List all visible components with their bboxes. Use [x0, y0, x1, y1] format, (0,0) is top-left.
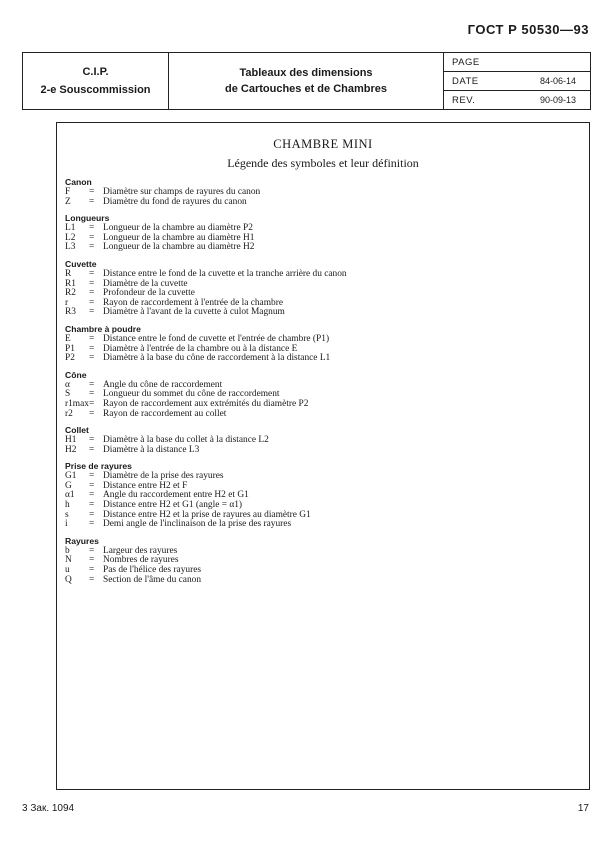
- legend-equals: =: [89, 545, 95, 556]
- legend-definition: Demi angle de l'inclinaison de la prise des rayures: [103, 519, 292, 530]
- legend-section: [65, 461, 575, 530]
- revision-value: 90-09-13: [539, 95, 576, 105]
- legend-equals: =: [89, 196, 95, 207]
- legend-row: [65, 410, 575, 420]
- date-row: [444, 72, 590, 91]
- revision-row: [444, 91, 590, 109]
- header-title-line2: de Cartouches et de Chambres: [225, 83, 387, 95]
- legend-row: [65, 446, 575, 456]
- legend-symbol: s: [65, 509, 69, 520]
- legend-definition: Diamètre à l'entrée de la chambre ou à la distance E: [103, 343, 298, 354]
- legend-equals: =: [89, 223, 95, 234]
- legend-symbol: S: [65, 389, 71, 400]
- org-name: C.I.P.: [82, 66, 109, 78]
- legend-symbol: H2: [65, 444, 77, 455]
- legend-symbol: R2: [65, 288, 76, 299]
- legend-equals: =: [89, 278, 95, 289]
- legend-equals: =: [89, 480, 95, 491]
- legend-equals: =: [89, 408, 95, 419]
- legend-equals: =: [89, 519, 95, 530]
- header-title-line1: Tableaux des dimensions: [239, 67, 373, 79]
- legend-equals: =: [89, 268, 95, 279]
- legend-definition: Longueur de la chambre au diamètre H1: [103, 232, 255, 243]
- legend-symbol: F: [65, 187, 71, 197]
- legend-row: [65, 243, 575, 253]
- legend-equals: =: [89, 389, 95, 400]
- legend-equals: =: [89, 471, 95, 482]
- legend-definition: Pas de l'hélice des rayures: [103, 565, 202, 576]
- legend-symbol: α: [65, 379, 70, 390]
- legend-equals: =: [89, 242, 95, 253]
- organization-block: [23, 53, 169, 109]
- section-heading: Prise de rayures: [65, 461, 132, 472]
- legend-section: [65, 177, 575, 207]
- legend-definition: Nombres de rayures: [103, 555, 179, 566]
- legend-symbol: h: [65, 500, 70, 511]
- legend-definition: Diamètre de la prise des rayures: [103, 471, 224, 482]
- legend-row: [65, 520, 575, 530]
- page-title: CHAMBRE MINI: [273, 137, 373, 151]
- legend-definition: Section de l'âme du canon: [103, 574, 202, 585]
- legend-equals: =: [89, 288, 95, 299]
- footer-order-number: 3 Зак. 1094: [22, 803, 75, 814]
- legend-symbol: P1: [65, 343, 75, 354]
- footer-page-number: 17: [577, 803, 589, 814]
- legend-equals: =: [89, 353, 95, 364]
- section-heading: Collet: [65, 425, 89, 436]
- legend-symbol: Z: [65, 196, 71, 207]
- legend-section: [65, 370, 575, 419]
- legend-definition: Longueur du sommet du cône de raccordement: [103, 389, 280, 400]
- legend-symbol: r2: [65, 408, 73, 419]
- legend-equals: =: [89, 398, 95, 409]
- org-subcommission: 2-e Souscommission: [40, 84, 151, 96]
- date-label: DATE: [452, 75, 479, 87]
- section-heading: Cône: [65, 369, 87, 380]
- legend-section: [65, 425, 575, 455]
- legend-row: [65, 576, 575, 586]
- legend-definition: Rayon de raccordement au collet: [103, 408, 227, 419]
- legend-equals: =: [89, 435, 95, 446]
- section-heading: Cuvette: [65, 258, 97, 269]
- legend-symbol: G1: [65, 471, 77, 482]
- legend-row: [65, 354, 575, 364]
- legend-equals: =: [89, 574, 95, 585]
- legend-symbol: α1: [65, 490, 75, 501]
- legend-equals: =: [89, 333, 95, 344]
- legend-symbol: R3: [65, 307, 76, 318]
- page-label: PAGE: [452, 56, 480, 68]
- header-title-block: [169, 53, 444, 109]
- legend-symbol: Q: [65, 574, 72, 585]
- legend-definition: Diamètre à la base du cône de raccordement à la distance L1: [103, 353, 331, 364]
- legend-definition: Distance entre le fond de cuvette et l'entrée de chambre (P1): [103, 333, 330, 344]
- legend-definition: Diamètre à la distance L3: [103, 444, 200, 455]
- legend-definition: Diamètre du fond de rayures du canon: [103, 196, 247, 207]
- legend-definition: Longueur de la chambre au diamètre P2: [103, 223, 253, 234]
- legend-equals: =: [89, 297, 95, 308]
- legend-symbol: N: [65, 555, 72, 566]
- legend-definition: Distance entre le fond de la cuvette et la tranche arrière du canon: [103, 268, 347, 279]
- legend-row: [65, 308, 575, 318]
- legend-symbol: R1: [65, 278, 76, 289]
- legend-definition: Diamètre sur champs de rayures du canon: [103, 187, 261, 197]
- legend-definition: Distance entre H2 et G1 (angle = α1): [103, 500, 243, 511]
- legend-symbol: G: [65, 480, 72, 491]
- document-header: [22, 52, 591, 110]
- legend-row: [65, 198, 575, 208]
- legend-definition: Largeur des rayures: [103, 545, 178, 556]
- legend-section: [65, 213, 575, 253]
- legend-definition: Profondeur de la cuvette: [103, 288, 195, 299]
- legend-symbol: R: [65, 268, 72, 279]
- legend-section: [65, 259, 575, 318]
- section-heading: Chambre à poudre: [65, 323, 141, 334]
- legend-symbol: E: [65, 333, 71, 344]
- legend-symbol: i: [65, 519, 68, 530]
- page-subtitle: Légende des symboles et leur définition: [227, 156, 419, 170]
- legend-equals: =: [89, 555, 95, 566]
- legend-definition: Distance entre H2 et F: [103, 480, 188, 491]
- content-frame: [56, 122, 590, 790]
- legend-symbol: P2: [65, 353, 75, 364]
- legend-equals: =: [89, 500, 95, 511]
- section-heading: Rayures: [65, 535, 99, 546]
- legend-symbol: b: [65, 545, 70, 556]
- legend-definition: Diamètre à l'avant de la cuvette à culot Magnum: [103, 307, 285, 318]
- legend-definition: Diamètre à la base du collet à la distance L2: [103, 435, 269, 446]
- legend-equals: =: [89, 444, 95, 455]
- date-value: 84-06-14: [539, 76, 576, 86]
- legend-definition: Distance entre H2 et la prise de rayures au diamètre G1: [103, 509, 311, 520]
- legend-symbol: u: [65, 565, 70, 576]
- legend-equals: =: [89, 232, 95, 243]
- legend-equals: =: [89, 379, 95, 390]
- standard-reference: ГОСТ Р 50530—93: [467, 22, 589, 37]
- meta-block: [444, 53, 590, 109]
- legend-definition: Angle du cône de raccordement: [103, 379, 223, 390]
- legend-section: [65, 536, 575, 585]
- section-heading: Canon: [65, 177, 92, 187]
- page-row: [444, 53, 590, 72]
- section-heading: Longueurs: [65, 213, 110, 224]
- legend-equals: =: [89, 565, 95, 576]
- revision-label: REV.: [452, 94, 476, 106]
- legend-equals: =: [89, 509, 95, 520]
- legend-equals: =: [89, 343, 95, 354]
- legend-symbol: H1: [65, 435, 77, 446]
- legend-section: [65, 324, 575, 364]
- legend-equals: =: [89, 307, 95, 318]
- legend-definition: Diamètre de la cuvette: [103, 278, 188, 289]
- legend-definition: Angle du raccordement entre H2 et G1: [103, 490, 249, 501]
- legend-symbol: r: [65, 297, 69, 308]
- legend-definition: Rayon de raccordement à l'entrée de la chambre: [103, 297, 283, 308]
- legend-definition: Rayon de raccordement aux extrémités du diamètre P2: [103, 398, 309, 409]
- legend-symbol: L3: [65, 242, 76, 253]
- legend-symbol: r1max: [65, 398, 89, 409]
- legend-symbol: L2: [65, 232, 76, 243]
- legend-equals: =: [89, 187, 95, 197]
- symbol-legend: [65, 177, 575, 585]
- legend-equals: =: [89, 490, 95, 501]
- legend-symbol: L1: [65, 223, 76, 234]
- legend-definition: Longueur de la chambre au diamètre H2: [103, 242, 255, 253]
